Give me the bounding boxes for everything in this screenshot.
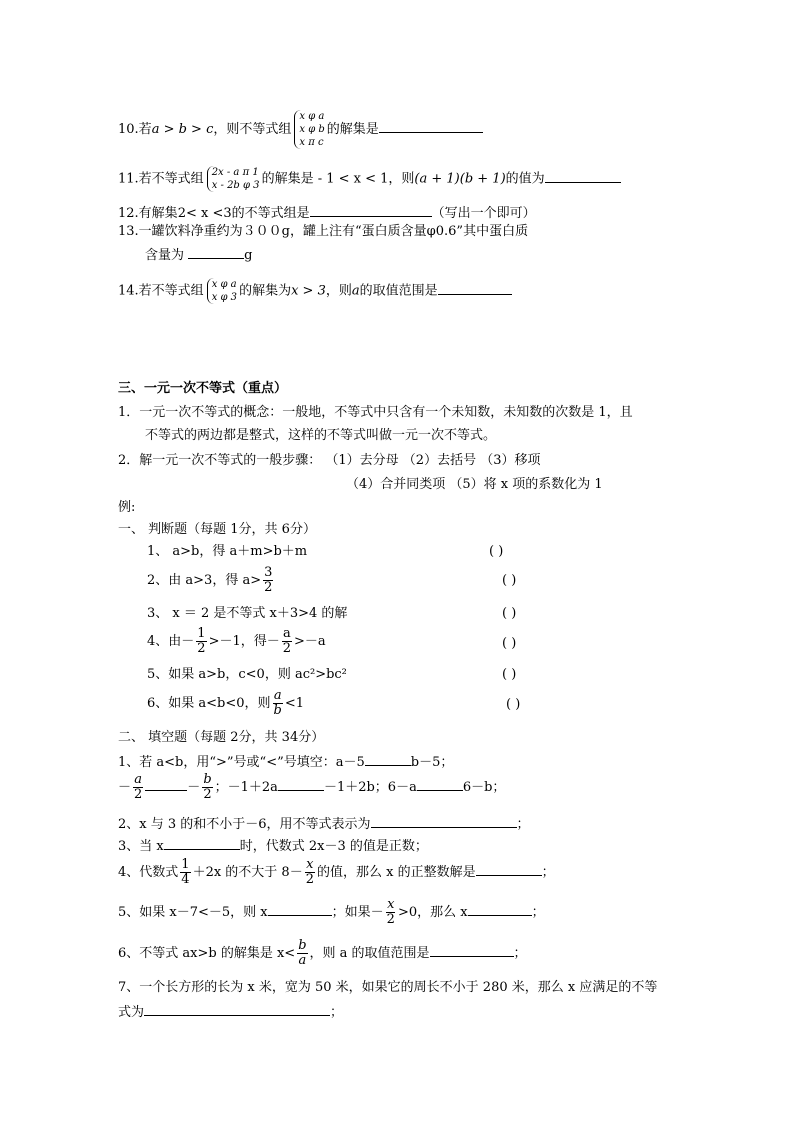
q11-inequality-system: 2x - a π 1 x - 2b φ 3 — [207, 166, 260, 192]
judge-item-5: 5、如果 a>b，c<0，则 ac²>bc² — [147, 667, 347, 682]
q11-answer-blank[interactable] — [545, 169, 621, 183]
fill-item-7: 7、一个长方形的长为 x 米，宽为 50 米，如果它的周长不小于 280 米，那么 x 应满足的不等 — [118, 980, 658, 995]
judge-item-4: 4、由－ $\frac{1}{2}$ >－1，得－ $\frac{a}{2}$ >－a — [147, 626, 326, 656]
judge-title: 一、 判断题（每题 1分，共 6分） — [118, 522, 316, 537]
fill-item-1-line2: － $\frac{a}{2}$ － $\frac{b}{2}$ ；－1＋2a －1＋2b；6－a 6－b； — [118, 772, 506, 802]
q10-condition: a > b > c — [151, 122, 214, 137]
fill-item-6: 6、不等式 ax>b 的解集是 x< $\frac{b}{a}$ ，则 a 的取值范围是 ； — [118, 938, 527, 968]
fraction: $\frac{a}{2}$ — [282, 626, 292, 656]
fill-item-7-line2: 式为 ； — [118, 1002, 343, 1021]
fill-title: 二、 填空题（每题 2分，共 34分） — [118, 730, 325, 745]
fill-7-blank[interactable] — [144, 1002, 330, 1016]
fill-2-blank[interactable] — [371, 814, 517, 828]
fraction: $\frac{3}{2}$ — [264, 565, 273, 595]
concept-line1: 1．一元一次不等式的概念：一般地，不等式中只含有一个未知数，未知数的次数是 1，且 — [118, 405, 633, 420]
concept-line2: 不等式的两边都是整式，这样的不等式叫做一元一次不等式。 — [145, 428, 497, 443]
question-12: 12.有解集2< x <3的不等式组是 （写出一个即可） — [118, 203, 536, 222]
judge-answer-3[interactable]: ( ) — [502, 606, 517, 621]
fill-6-blank[interactable] — [430, 943, 514, 957]
q10-mid: ，则不等式组 — [213, 122, 292, 137]
section-title: 三、一元一次不等式（重点） — [118, 381, 288, 396]
judge-answer-6[interactable]: ( ) — [506, 697, 521, 712]
question-14: 14.若不等式组 x φ a x φ 3 的解集为x > 3，则a的取值范围是 — [118, 278, 512, 304]
fill-1-blank-1[interactable] — [365, 752, 411, 766]
q10-inequality-system: x φ a x φ b x π c — [294, 110, 324, 149]
fraction: $\frac{a}{2}$ — [134, 772, 143, 802]
question-11: 11.若不等式组 2x - a π 1 x - 2b φ 3 的解集是 - 1 < x < 1，则(a + 1)(b + 1)的值为 — [118, 166, 621, 192]
judge-answer-1[interactable]: ( ) — [489, 544, 504, 559]
fraction: $\frac{b}{2}$ — [203, 772, 212, 802]
q10-prefix: 10.若 — [118, 122, 152, 137]
fill-1-blank-4[interactable] — [417, 777, 463, 791]
question-10 — [118, 110, 483, 149]
q12-answer-blank[interactable] — [310, 203, 432, 217]
fill-5-blank-1[interactable] — [268, 902, 332, 916]
fill-5-blank-2[interactable] — [468, 902, 532, 916]
q14-answer-blank[interactable] — [438, 281, 512, 295]
judge-item-3: 3、 x ＝ 2 是不等式 x＋3>4 的解 — [147, 606, 348, 621]
judge-item-6: 6、如果 a<b<0，则 $\frac{a}{b}$ <1 — [147, 688, 305, 718]
fill-item-3: 3、当 x 时，代数式 2x－3 的值是正数； — [118, 836, 428, 855]
fill-1-blank-2[interactable] — [145, 777, 187, 791]
fraction: $\frac{a}{b}$ — [273, 688, 282, 718]
q10-suffix: 的解集是 — [326, 122, 379, 137]
fraction: $\frac{x}{2}$ — [305, 857, 314, 887]
fill-item-1: 1、若 a<b，用“>”号或“<”号填空：a－5 b－5； — [118, 752, 453, 771]
example-label: 例: — [118, 500, 136, 515]
fill-4-blank[interactable] — [476, 862, 542, 876]
judge-item-1: 1、 a>b，得 a＋m>b＋m — [147, 544, 308, 559]
fill-item-5: 5、如果 x－7<－5，则 x ；如果－ $\frac{x}{2}$ >0，那么 x ； — [118, 897, 545, 927]
question-13-line2: 含量为 g — [145, 245, 252, 264]
steps-line1: 2．解一元一次不等式的一般步骤： （1）去分母 （2）去括号 （3）移项 — [118, 453, 541, 468]
fraction: $\frac{b}{a}$ — [298, 938, 307, 968]
q13-answer-blank[interactable] — [188, 245, 244, 259]
fill-1-blank-3[interactable] — [278, 777, 324, 791]
judge-answer-2[interactable]: ( ) — [502, 573, 517, 588]
fraction: $\frac{1}{2}$ — [197, 626, 206, 656]
q10-answer-blank[interactable] — [379, 119, 483, 133]
fill-item-2: 2、x 与 3 的和不小于－6，用不等式表示为 ； — [118, 814, 530, 833]
fraction: $\frac{1}{4}$ — [181, 857, 190, 887]
judge-answer-5[interactable]: ( ) — [502, 667, 517, 682]
judge-answer-4[interactable]: ( ) — [502, 636, 517, 651]
question-13-line1: 13.一罐饮料净重约为３００g，罐上注有“蛋白质含量φ0.6”其中蛋白质 — [118, 224, 529, 239]
fill-3-blank[interactable] — [164, 836, 240, 850]
judge-item-2: 2、由 a>3，得 a> $\frac{3}{2}$ — [147, 565, 273, 595]
steps-line2: （4）合并同类项 （5）将 x 项的系数化为 1 — [346, 477, 603, 492]
fill-item-4: 4、代数式 $\frac{1}{4}$ ＋2x 的不大于 8－ $\frac{x}{2}$ 的值，那么 x 的正整数解是 ； — [118, 857, 555, 887]
fraction: $\frac{x}{2}$ — [386, 897, 395, 927]
q14-inequality-system: x φ a x φ 3 — [207, 278, 237, 304]
